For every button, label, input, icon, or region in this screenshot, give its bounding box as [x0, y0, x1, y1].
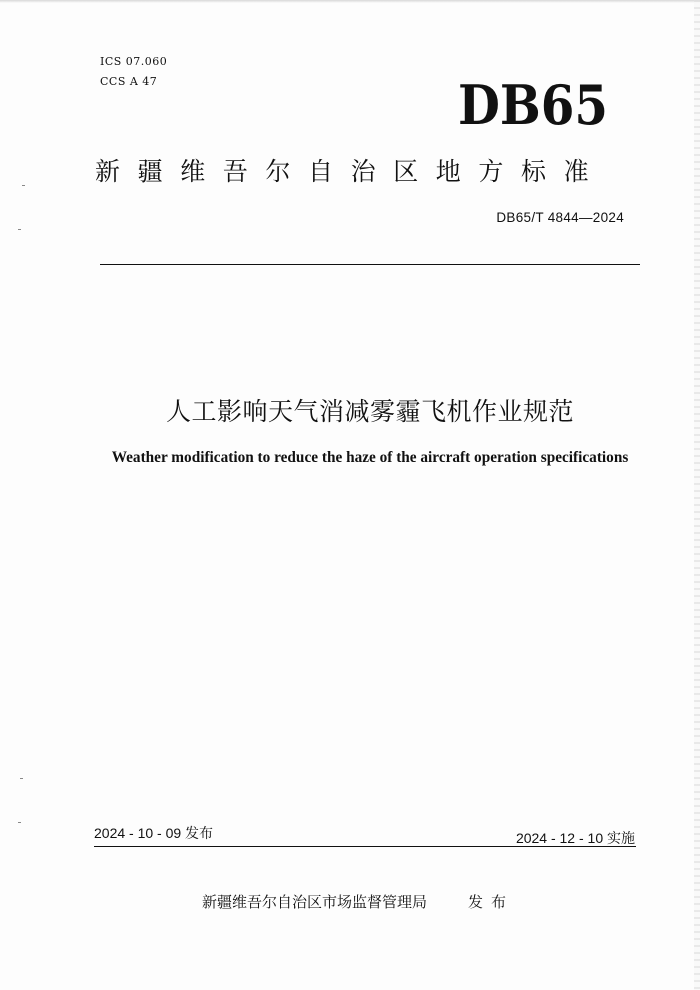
scan-edge-top	[0, 0, 700, 3]
issue-date: 2024 - 10 - 09 发布	[94, 825, 214, 841]
classification-codes	[100, 52, 167, 92]
implementation-date: 2024 - 12 - 10 实施	[515, 830, 635, 846]
document-title-chinese: 人工影响天气消减雾霾飞机作业规范	[165, 397, 574, 426]
standard-category-title: 新疆维吾尔自治区地方标准	[95, 157, 607, 186]
publish-label: 发布	[468, 893, 515, 911]
db65-logo-text: DB65	[458, 73, 608, 130]
scan-speck	[20, 778, 23, 779]
db65-logo	[450, 70, 610, 130]
scan-speck	[22, 185, 25, 186]
ccs-code: CCS A 47	[100, 75, 158, 88]
scan-edge-right	[694, 0, 700, 990]
ics-code: ICS 07.060	[100, 55, 168, 68]
header-divider	[100, 264, 640, 265]
scan-speck	[18, 229, 21, 230]
footer-divider	[94, 846, 636, 847]
document-title-english: Weather modification to reduce the haze of the aircraft operation specifications	[111, 449, 629, 466]
publisher-name: 新疆维吾尔自治区市场监督管理局	[202, 893, 428, 911]
standard-number: DB65/T 4844—2024	[496, 210, 624, 225]
scan-speck	[18, 822, 21, 823]
